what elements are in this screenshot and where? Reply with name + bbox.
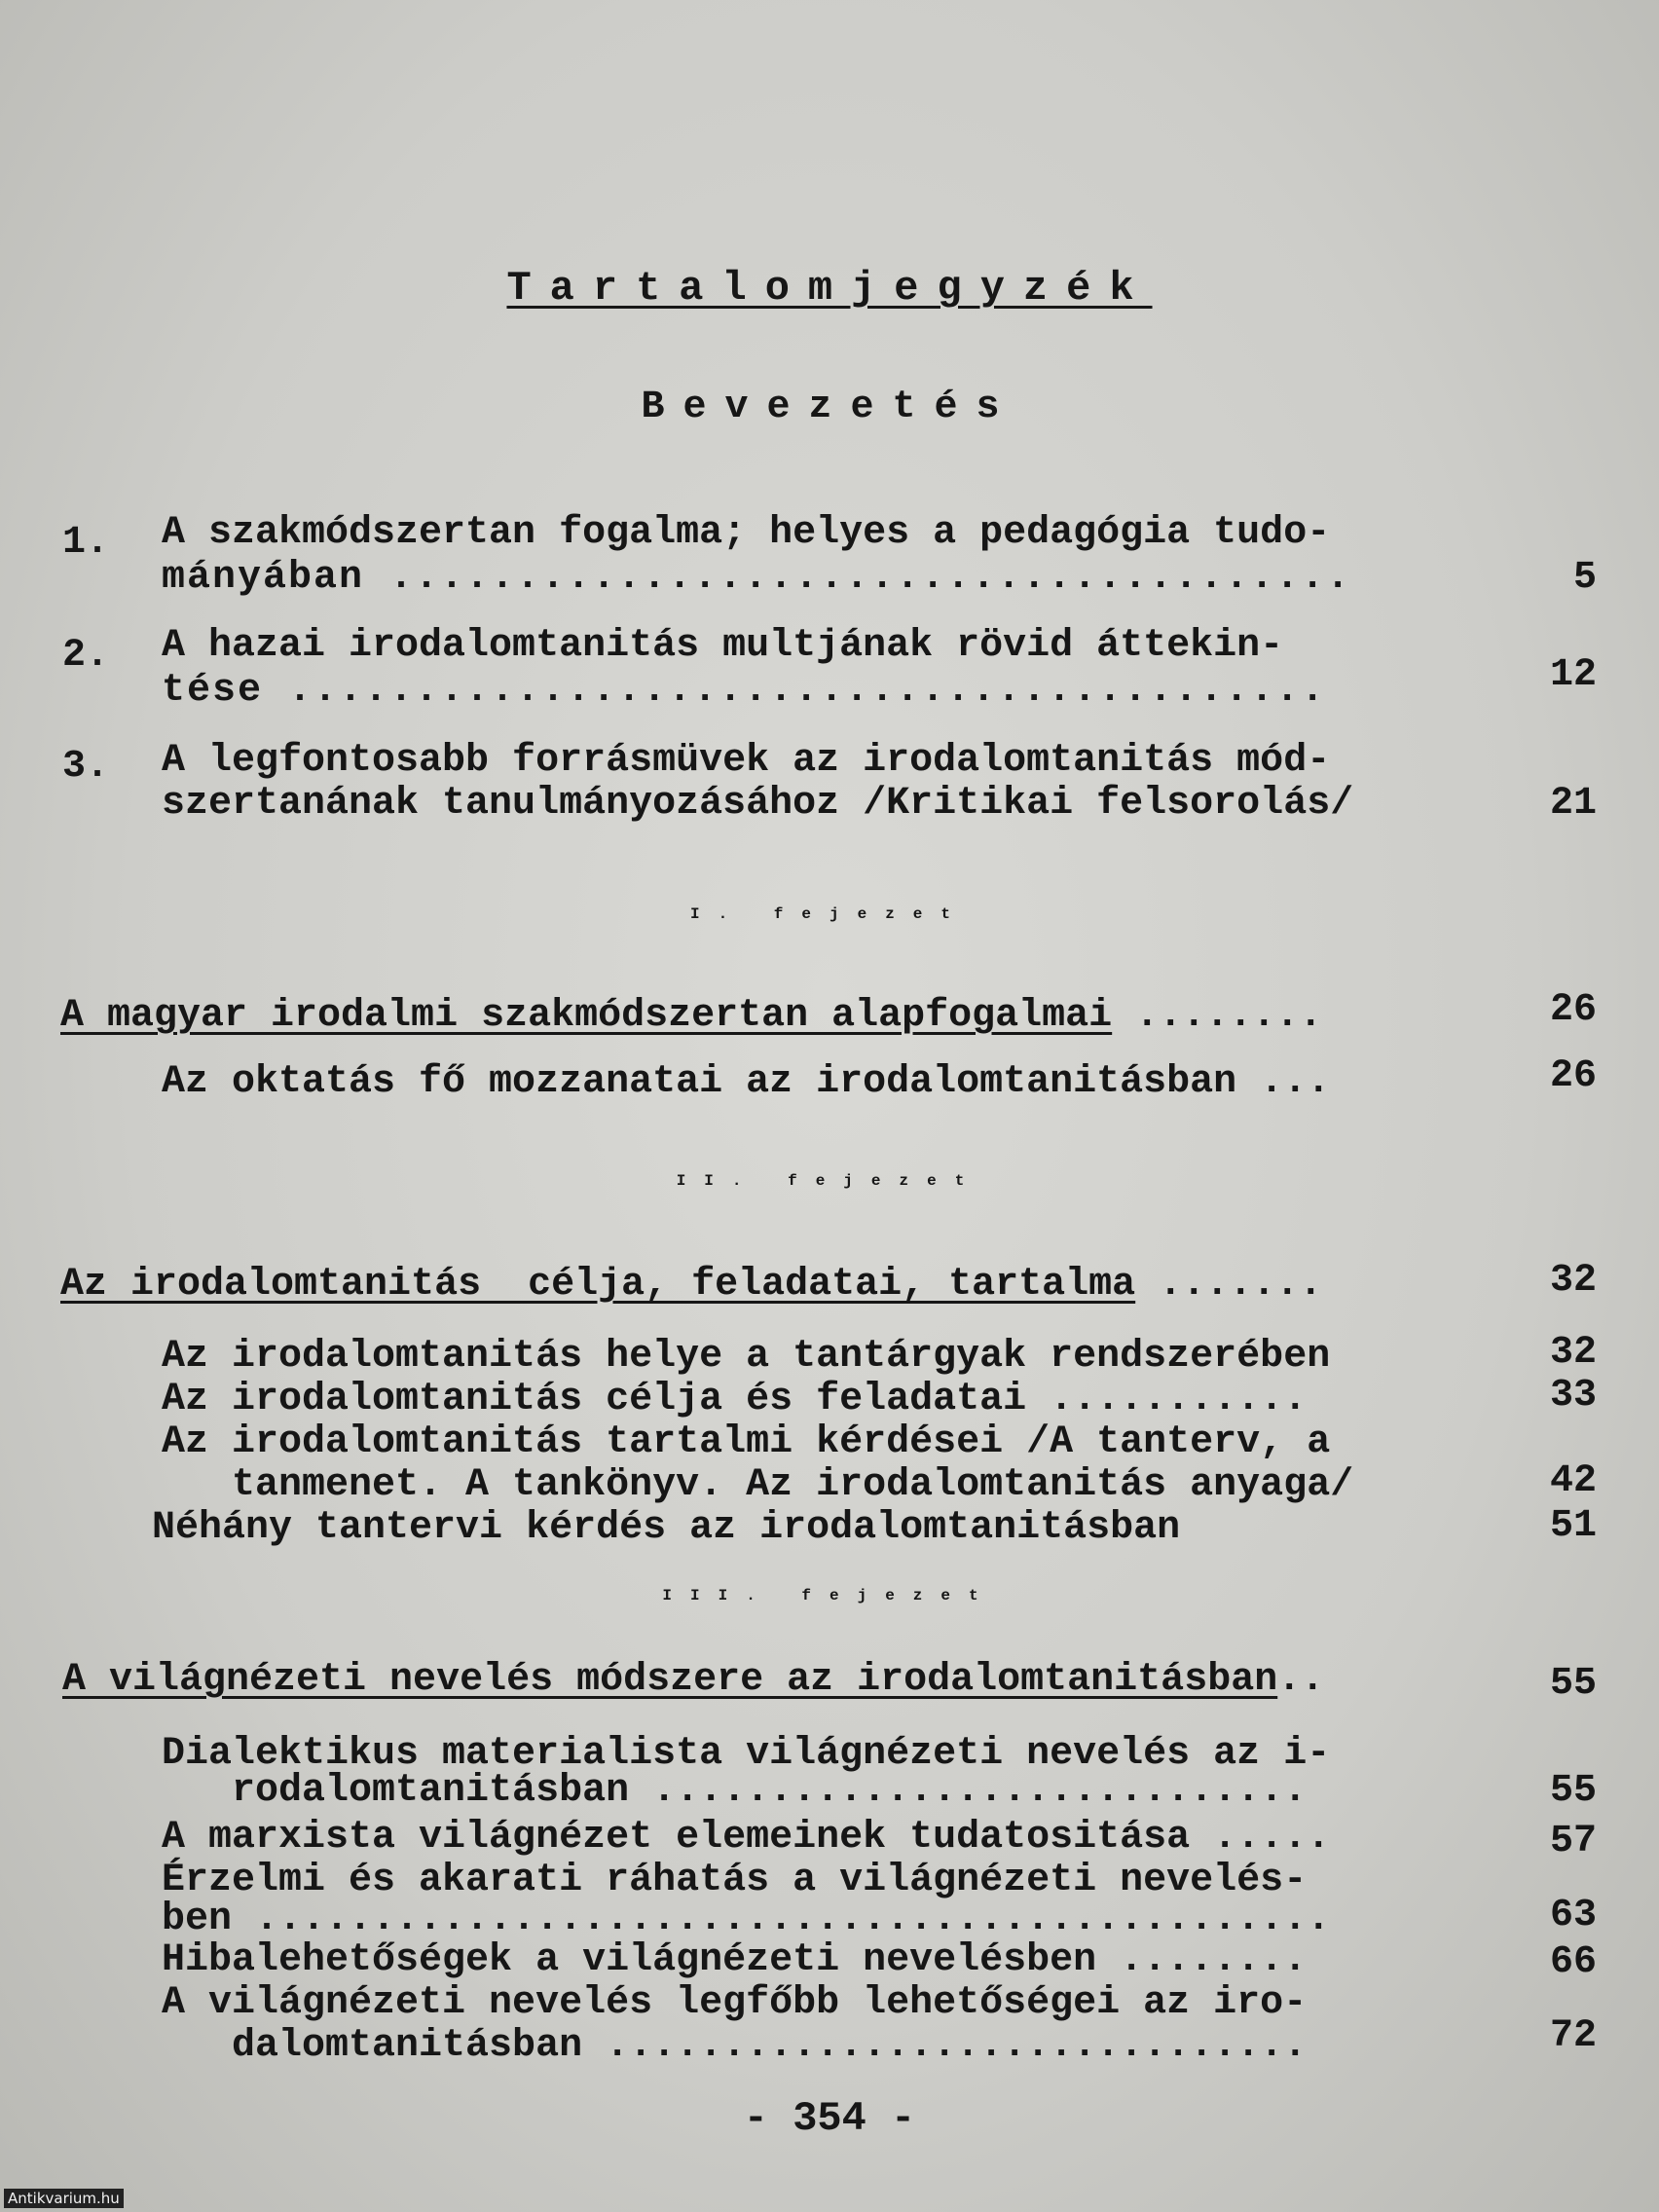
page-number: 63 bbox=[1549, 1894, 1597, 1937]
chapter-sub-entry: Az irodalomtanitás helye a tantárgyak rendszerében bbox=[162, 1335, 1331, 1379]
chapter-sub-entry: Az irodalomtanitás célja és feladatai ........... bbox=[162, 1378, 1308, 1421]
intro-item-number: 2. bbox=[62, 634, 110, 678]
chapter-heading: I. fejezet bbox=[689, 905, 969, 923]
chapter-heading: III. fejezet bbox=[662, 1587, 997, 1604]
intro-item-line: mányában ...................................... bbox=[162, 556, 1352, 600]
chapter-heading: II. fejezet bbox=[676, 1172, 983, 1190]
chapter-sub-entry: A világnézeti nevelés legfőbb lehetőségei az iro- bbox=[162, 1981, 1308, 2025]
intro-item-line: A legfontosabb forrásmüvek az irodalomtanitás mód- bbox=[162, 739, 1331, 783]
intro-item-line: A hazai irodalomtanitás multjának rövid áttekin- bbox=[162, 624, 1284, 668]
page-number: 33 bbox=[1549, 1374, 1597, 1418]
intro-item-number: 3. bbox=[62, 745, 110, 789]
page-number: 57 bbox=[1549, 1820, 1597, 1863]
intro-item-line: A szakmódszertan fogalma; helyes a pedagógia tudo- bbox=[162, 511, 1331, 555]
chapter-main-entry: A magyar irodalmi szakmódszertan alapfogalmai ........ bbox=[60, 994, 1323, 1038]
page-number: 5 bbox=[1572, 556, 1597, 600]
page-number: 72 bbox=[1549, 2014, 1597, 2058]
page-number: 55 bbox=[1549, 1662, 1597, 1706]
chapter-sub-entry: Hibalehetőségek a világnézeti nevelésben ........ bbox=[162, 1938, 1308, 1982]
chapter-sub-entry: tanmenet. A tankönyv. Az irodalomtanitás anyaga/ bbox=[162, 1463, 1354, 1507]
chapter-sub-entry: A marxista világnézet elemeinek tudatositása ..... bbox=[162, 1816, 1331, 1860]
page-number: 55 bbox=[1549, 1769, 1597, 1813]
chapter-sub-entry: Néhány tantervi kérdés az irodalomtanitásban bbox=[152, 1506, 1181, 1550]
chapter-sub-entry: Érzelmi és akarati ráhatás a világnézeti nevelés- bbox=[162, 1859, 1308, 1902]
page-number: 51 bbox=[1549, 1504, 1597, 1548]
chapter-sub-entry: rodalomtanitásban ............................ bbox=[162, 1769, 1308, 1813]
intro-item-line: tése ......................................... bbox=[162, 669, 1327, 713]
chapter-sub-entry: Az oktatás fő mozzanatai az irodalomtanitásban ... bbox=[162, 1060, 1331, 1104]
intro-item-line: szertanának tanulmányozásához /Kritikai felsorolás/ bbox=[162, 782, 1354, 826]
page-number: 32 bbox=[1549, 1259, 1597, 1303]
chapter-main-entry: A világnézeti nevelés módszere az irodalomtanitásban.. bbox=[62, 1658, 1325, 1702]
page-number: 32 bbox=[1549, 1331, 1597, 1375]
chapter-main-entry: Az irodalomtanitás célja, feladatai, tartalma ....... bbox=[60, 1263, 1323, 1307]
chapter-sub-entry: dalomtanitásban .............................. bbox=[162, 2024, 1308, 2068]
chapter-sub-entry: ben .............................................. bbox=[162, 1898, 1331, 1941]
page-number: 42 bbox=[1549, 1459, 1597, 1503]
page-number: 12 bbox=[1549, 653, 1597, 697]
page-number: 21 bbox=[1549, 782, 1597, 826]
watermark: Antikvarium.hu bbox=[4, 2189, 124, 2208]
page-number: 26 bbox=[1549, 1054, 1597, 1098]
chapter-sub-entry: Dialektikus materialista világnézeti nevelés az i- bbox=[162, 1732, 1331, 1776]
intro-heading: Bevezetés bbox=[641, 386, 1018, 429]
footer-page-number: - 354 - bbox=[743, 2095, 916, 2142]
intro-item-number: 1. bbox=[62, 521, 110, 565]
page-number: 26 bbox=[1549, 988, 1597, 1032]
document-title: Tartalomjegyzék bbox=[506, 265, 1153, 312]
page-number: 66 bbox=[1549, 1940, 1597, 1984]
chapter-sub-entry: Az irodalomtanitás tartalmi kérdései /A tanterv, a bbox=[162, 1420, 1331, 1464]
